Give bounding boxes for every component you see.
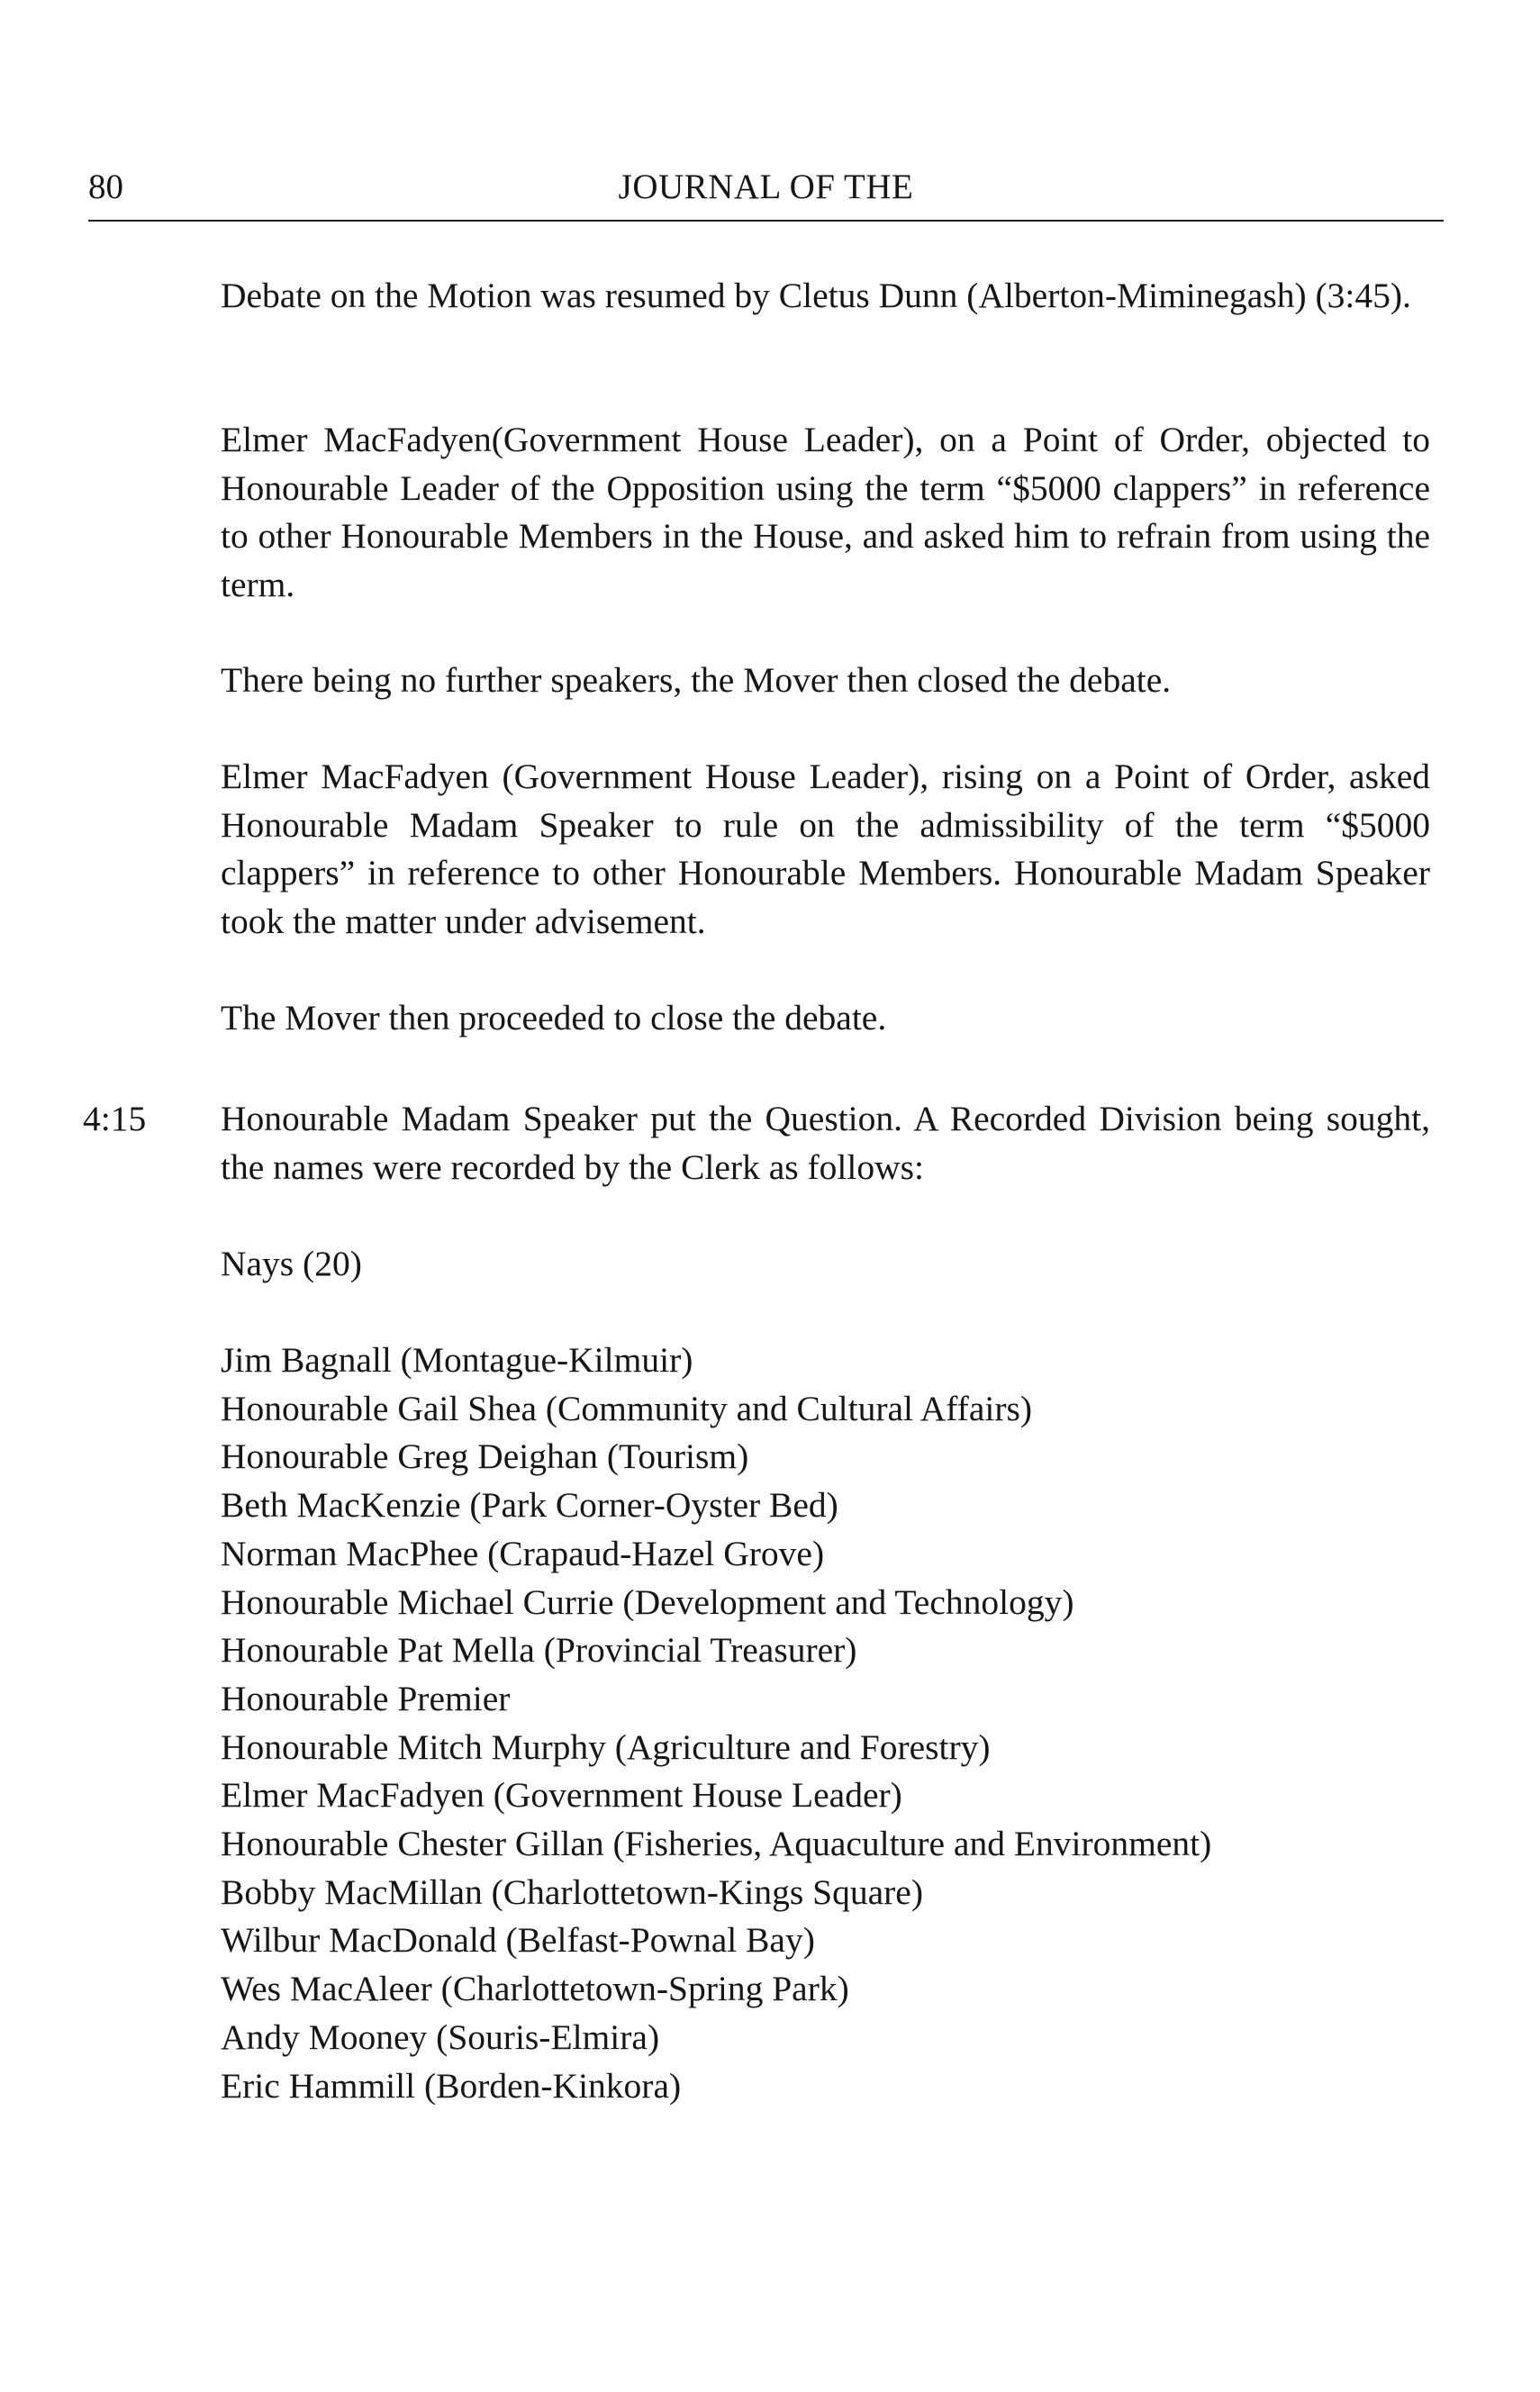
list-item: Andy Mooney (Souris-Elmira) (221, 2016, 660, 2057)
list-item: Norman MacPhee (Crapaud-Hazel Grove) (221, 1533, 825, 1573)
list-item: Bobby MacMillan (Charlottetown-Kings Square) (221, 1871, 923, 1912)
list-item: Eric Hammill (Borden-Kinkora) (221, 2065, 682, 2106)
list-item: Honourable Pat Mella (Provincial Treasurer) (221, 1630, 857, 1671)
list-item: Wes MacAleer (Charlottetown-Spring Park) (221, 1969, 849, 2009)
list-item: Honourable Greg Deighan (Tourism) (221, 1436, 749, 1477)
list-item: Beth MacKenzie (Park Corner-Oyster Bed) (221, 1485, 838, 1526)
list-item: Honourable Michael Currie (Development and Technology) (221, 1581, 1074, 1622)
list-item: Honourable Chester Gillan (Fisheries, Aquaculture and Environment) (221, 1824, 1212, 1864)
paragraph-point-of-order-ruling: Elmer MacFadyen (Government House Leader), rising on a Point of Order, asked Honourable Madam Speaker to rule on the admissibility of the term “$5000 clappers” in reference to other Honourable Members. Honourable Madam Speaker took the matter under advisement. (221, 757, 1430, 941)
running-header: JOURNAL OF THE (618, 168, 914, 206)
margin-time-stamp: 4:15 (83, 1099, 147, 1138)
vote-heading: Nays (20) (221, 1244, 362, 1283)
member-list (221, 1336, 1430, 2110)
paragraph-debate-resumed: Debate on the Motion was resumed by Cletus Dunn (Alberton-Miminegash) (3:45). (221, 276, 1411, 315)
header-rule (88, 220, 1444, 222)
list-item: Jim Bagnall (Montague-Kilmuir) (221, 1340, 693, 1380)
list-item: Honourable Premier (221, 1678, 511, 1718)
page-number: 80 (88, 168, 123, 206)
paragraph-point-of-order-objection: Elmer MacFadyen(Government House Leader), on a Point of Order, objected to Honourable Leader of the Opposition using the term “$5000 clappers” in reference to other Honourable Members in the House, and asked him to refrain from using the term. (221, 420, 1430, 604)
paragraph-recorded-division: Honourable Madam Speaker put the Question. A Recorded Division being sought, the names were recorded by the Clerk as follows: (221, 1099, 1430, 1187)
paragraph-no-further-speakers: There being no further speakers, the Mover then closed the debate. (221, 660, 1172, 700)
list-item: Wilbur MacDonald (Belfast-Pownal Bay) (221, 1920, 815, 1961)
paragraph-mover-close: The Mover then proceeded to close the debate. (221, 998, 887, 1037)
list-item: Honourable Mitch Murphy (Agriculture and Forestry) (221, 1726, 991, 1767)
list-item: Honourable Gail Shea (Community and Cultural Affairs) (221, 1388, 1033, 1428)
list-item: Elmer MacFadyen (Government House Leader) (221, 1775, 902, 1816)
